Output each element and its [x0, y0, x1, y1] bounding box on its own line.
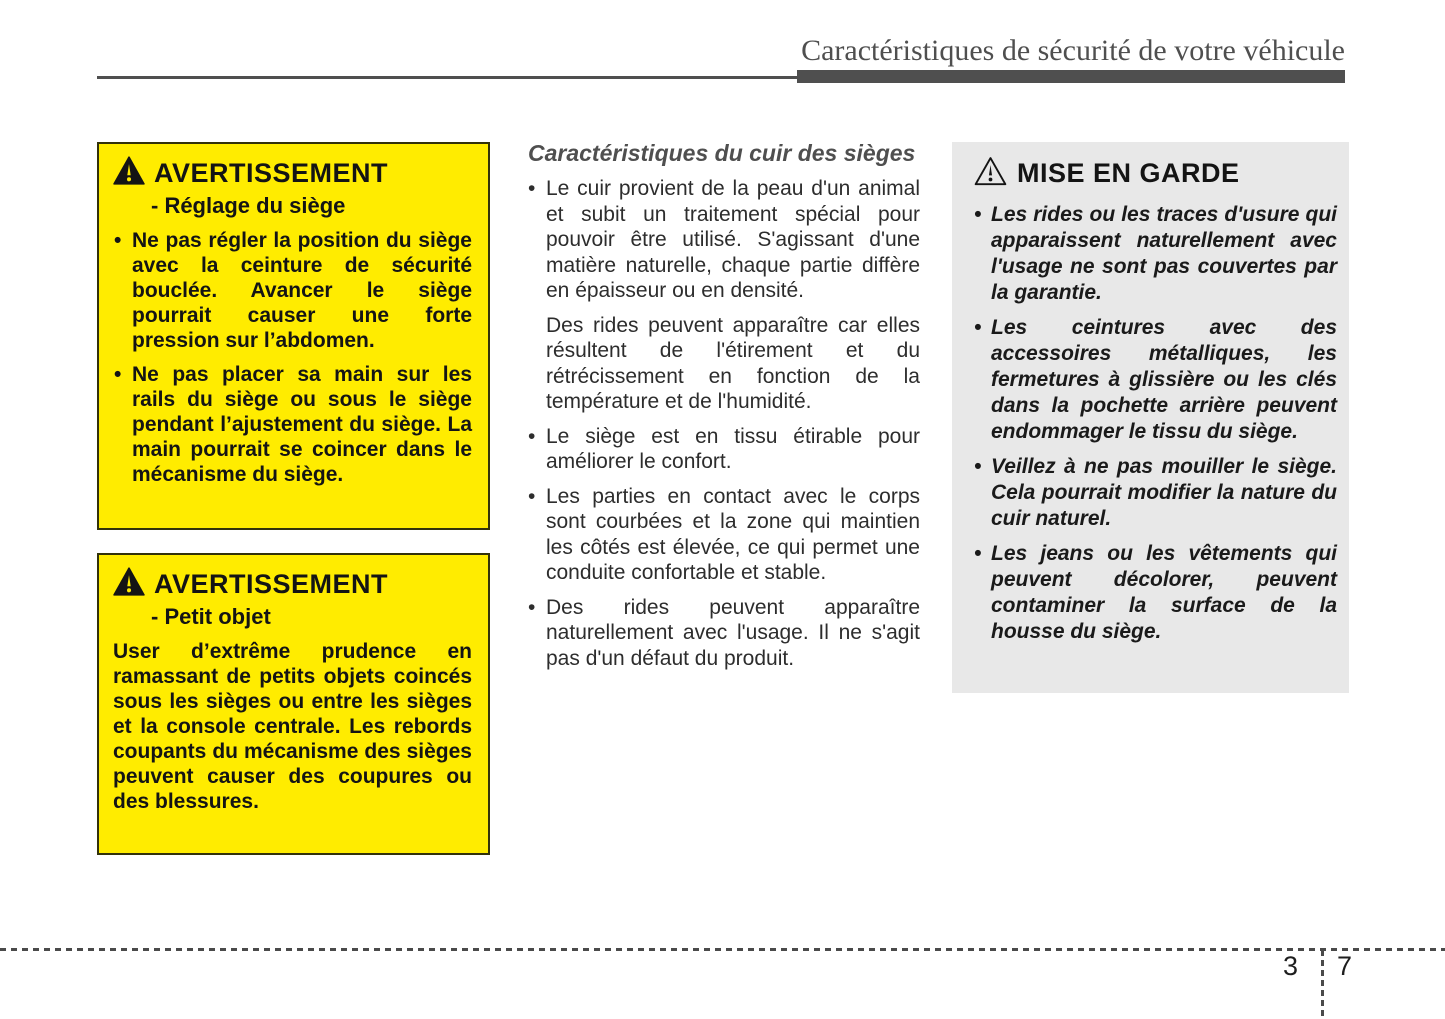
header-rule-thin	[97, 76, 797, 79]
warning-box-small-object	[97, 553, 490, 855]
footer-dashed-rule	[0, 948, 1445, 951]
warning-body-text: User d’extrême prudence en ramassant de petits objets coincés sous les sièges ou entre les sièges et la console centrale. Les rebords coupants du mécanisme des sièges peuvent causer des coupures ou des blessures.	[113, 640, 472, 813]
list-item-continuation: Des rides peuvent apparaître car elles résultent de l'étirement et du rétrécissement en fonction de la température et de l'humidité.	[546, 313, 920, 413]
warning-title: AVERTISSEMENT	[154, 157, 389, 188]
caution-box	[952, 142, 1349, 693]
warning-item: • Ne pas placer sa main sur les rails du siège ou sous le siège pendant l’ajustement du siège. La main pourrait se coincer dans le mécanisme du siège.	[113, 362, 472, 487]
caution-title: MISE EN GARDE	[1017, 158, 1240, 188]
page-title: Caractéristiques de sécurité de votre véhicule	[801, 34, 1345, 67]
warning-subtitle: - Réglage du siège	[151, 193, 346, 218]
caution-title-row	[974, 156, 1337, 191]
list-item: • Le siège est en tissu étirable pour améliorer le confort.	[528, 424, 920, 475]
caution-item: • Les rides ou les traces d'usure qui apparaissent naturellement avec l'usage ne sont pas couvertes par la garantie.	[974, 202, 1337, 306]
caution-item: • Les ceintures avec des accessoires métalliques, les fermetures à glissière ou les clés dans la pochette arrière peuvent endommager le tissu du siège.	[974, 315, 1337, 445]
page-number: 7	[1337, 951, 1353, 981]
warning-item: • Ne pas régler la position du siège avec la ceinture de sécurité bouclée. Avancer le siège pourrait causer une forte pression sur l’abdomen.	[113, 228, 472, 353]
header-rule-thick	[797, 70, 1345, 83]
caution-item: • Veillez à ne pas mouiller le siège. Cela pourrait modifier la nature du cuir naturel.	[974, 454, 1337, 532]
section-number: 3	[1283, 951, 1299, 981]
leather-section	[528, 139, 920, 680]
warning-box-title-row	[113, 156, 472, 190]
warning-box-seat-adjustment	[97, 142, 490, 530]
list-item: • Le cuir provient de la peau d'un animal et subit un traitement spécial pour pouvoir être utilisé. S'agissant d'une matière naturelle, chaque partie diffère en épaisseur ou en densité.	[528, 176, 920, 304]
warning-subtitle: - Petit objet	[151, 604, 271, 629]
list-item: • Des rides peuvent apparaître naturellement avec l'usage. Il ne s'agit pas d'un défaut du produit.	[528, 595, 920, 672]
warning-triangle-outline-icon	[974, 156, 1007, 191]
warning-title: AVERTISSEMENT	[154, 568, 389, 599]
warning-box-title-row	[113, 567, 472, 601]
footer-dashed-divider	[1321, 950, 1324, 1019]
list-item: • Les parties en contact avec le corps sont courbées et la zone qui maintien les côtés est élevée, ce qui permet une conduite confortable et stable.	[528, 484, 920, 586]
caution-item: • Les jeans ou les vêtements qui peuvent décolorer, peuvent contaminer la surface de la housse du siège.	[974, 541, 1337, 645]
section-heading: Caractéristiques du cuir des sièges	[528, 140, 916, 166]
warning-triangle-filled-icon	[113, 567, 145, 601]
warning-triangle-filled-icon	[113, 156, 145, 190]
